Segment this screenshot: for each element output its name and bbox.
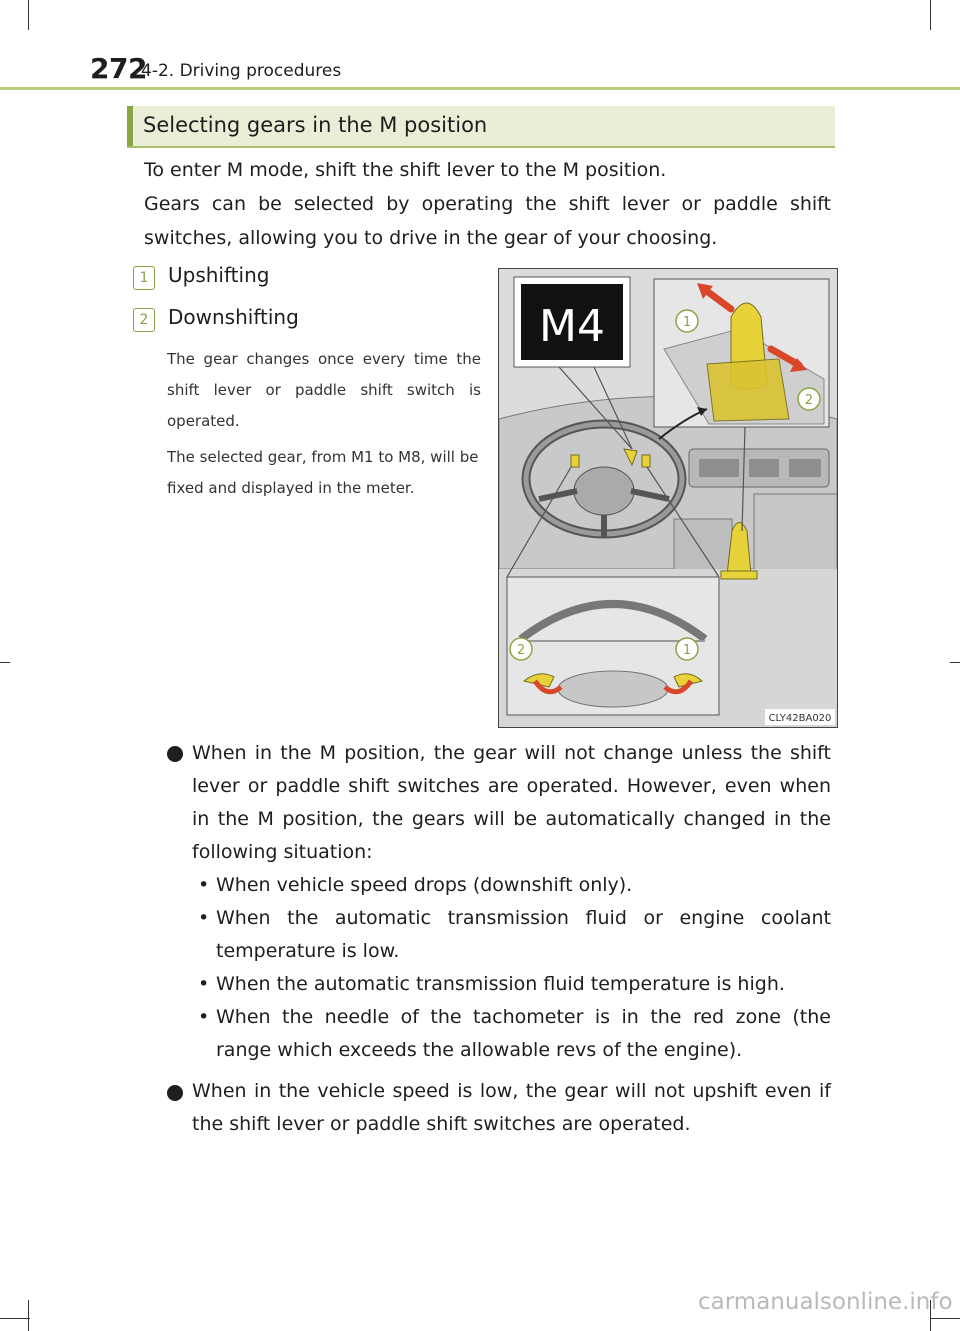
crop-mark xyxy=(930,0,931,30)
note-text: The gear changes once every time the shift lever or paddle shift switch is operated. xyxy=(167,350,481,430)
item-label: Upshifting xyxy=(168,263,270,287)
section-title: Selecting gears in the M position xyxy=(143,113,488,137)
number-badge: 2 xyxy=(133,308,155,332)
bullet-marker xyxy=(167,746,183,762)
crop-mark xyxy=(930,1318,960,1319)
bullet-text: When in the vehicle speed is low, the gear will not upshift even if the shift lever or paddle shift switches are operated. xyxy=(192,1080,831,1135)
item-label: Downshifting xyxy=(168,305,299,329)
intro-paragraph: Gears can be selected by operating the shift lever or paddle shift switches, allowing you to drive in the gear of your choosing. xyxy=(144,193,831,249)
crop-mark xyxy=(28,0,29,30)
note-text: The selected gear, from M1 to M8, will be fixed and displayed in the meter. xyxy=(167,448,479,497)
watermark: carmanualsonline.info xyxy=(698,1289,953,1315)
callout-number: 2 xyxy=(516,643,526,658)
chapter-title: 4-2. Driving procedures xyxy=(141,61,342,81)
bullet-marker xyxy=(167,1085,183,1101)
header-rule xyxy=(0,87,960,90)
sub-bullet-text: When the automatic transmission fluid or engine coolant temperature is low. xyxy=(216,907,831,962)
callout-number: 2 xyxy=(804,393,814,408)
crop-mark xyxy=(28,1300,29,1331)
sub-bullet-text: When the automatic transmission fluid temperature is high. xyxy=(216,973,785,995)
crop-mark xyxy=(0,662,10,663)
page-number: 272 xyxy=(90,52,147,85)
sub-bullet-marker: • xyxy=(198,907,210,929)
number-badge: 1 xyxy=(133,266,155,290)
sub-bullet-marker: • xyxy=(198,973,210,995)
m4-display-text: M4 xyxy=(539,301,605,352)
sub-bullet-marker: • xyxy=(198,874,210,896)
intro-paragraph: To enter M mode, shift the shift lever to the M position. xyxy=(144,159,667,181)
bullet-text: When in the M position, the gear will not change unless the shift lever or paddle shift switches are operated. However, even when in the M position, the gears will be automatically changed in the following situation: xyxy=(192,742,831,863)
section-heading xyxy=(127,106,835,148)
section-accent-bar xyxy=(127,106,133,146)
crop-mark xyxy=(950,662,960,663)
sub-bullet-text: When the needle of the tachometer is in the red zone (the range which exceeds the allowable revs of the engine). xyxy=(216,1006,831,1061)
shift-illustration xyxy=(498,268,838,728)
callout-number: 1 xyxy=(682,643,692,658)
callout-number: 1 xyxy=(682,315,692,330)
sub-bullet-text: When vehicle speed drops (downshift only). xyxy=(216,874,633,896)
illustration-svg xyxy=(499,269,837,727)
figure-code: CLY42BA020 xyxy=(768,713,832,724)
crop-mark xyxy=(0,1318,30,1319)
sub-bullet-marker: • xyxy=(198,1006,210,1028)
